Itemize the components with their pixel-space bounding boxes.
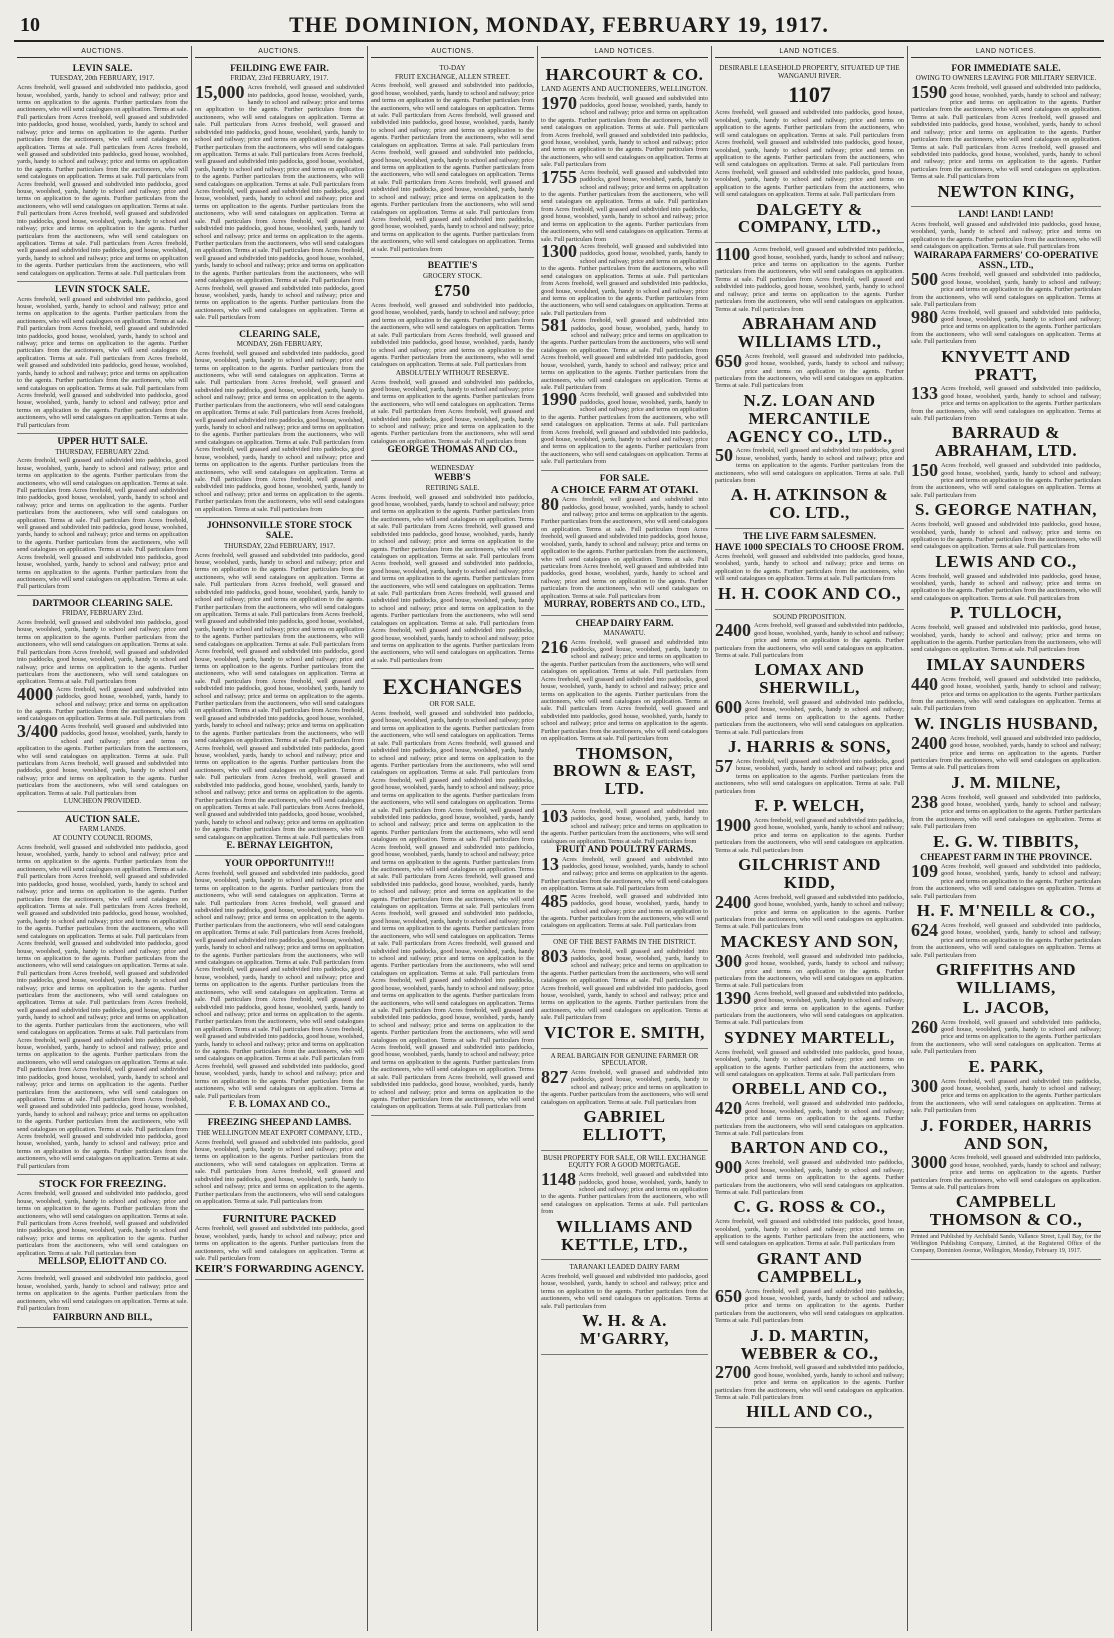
ad-levin-sale: LEVIN SALE. TUESDAY, 20th FEBRUARY, 1917. Acres freehold, well grassed and subdivided into paddocks, good house, woolshed, yards, handy to school and railway; price and terms on application to the agents. Further particulars from the auctioneers, who will send catalogues on application. Terms at sale. Full particulars from Acres freehold, well grassed and subdivided into paddocks, good house, woolshed, yards, handy to school and railway; price and terms on application to the agents. Further particulars from the auctioneers, who will send catalogues on application. Terms at sale. Full particulars from Acres freehold, well grassed and subdivided into paddocks, good house, woolshed, yards, handy to school and railway; price and terms on application to the agents. Further particulars from the auctioneers, who will send catalogues on application. Terms at sale. Full particulars from Acres freehold, well grassed and subdivided into paddocks, good house, woolshed, yards, handy to school and railway; price and terms on application to the agents. Further particulars from the auctioneers, who will send catalogues on application. Terms at sale. Full particulars from Acres freehold, well grassed and subdivided into paddocks, good house, woolshed, yards, handy to school and railway; price and terms on application to the agents. Further particulars from the auctioneers, who will send catalogues on application. Terms at sale. Full particulars from Acres freehold, well grassed and subdivided into paddocks, good house, woolshed, yards, handy to school and railway; price and terms on application to the agents. Further particulars from the auctioneers, who will send catalogues on application. Terms at sale. Full particulars from [17,61,188,282]
column-5 [712,46,908,1631]
ad-wairarapa: LAND! LAND! LAND! Acres freehold, well grassed and subdivided into paddocks, good house, woolshed, yards, handy to school and railway; price and terms on application to the agents. Further particulars from the auctioneers, who will send catalogues on application. Terms at sale. Full particulars from WAIRARAPA FARMERS' CO-OPERATIVE ASSN., LTD., 500 Acres freehold, well grassed and subdivided into paddocks, good house, woolshed, yards, handy to school and railway; price and terms on application to the agents. Further particulars from the auctioneers, who will send catalogues on application. Terms at sale. Full particulars from 980 Acres freehold, well grassed and subdivided into paddocks, good house, woolshed, yards, handy to school and railway; price and terms on application to the agents. Further particulars from the auctioneers, who will send catalogues on application. Terms at sale. Full particulars from KNYVETT AND PRATT, 133 Acres freehold, well grassed and subdivided into paddocks, good house, woolshed, yards, handy to school and railway; price and terms on application to the agents. Further particulars from the auctioneers, who will send catalogues on application. Terms at sale. Full particulars from BARRAUD & ABRAHAM, LTD. 150 Acres freehold, well grassed and subdivided into paddocks, good house, woolshed, yards, handy to school and railway; price and terms on application to the agents. Further particulars from the auctioneers, who will send catalogues on application. Terms at sale. Full particulars from S. GEORGE NATHAN, Acres freehold, well grassed and subdivided into paddocks, good house, woolshed, yards, handy to school and railway; price and terms on application to the agents. Further particulars from the auctioneers, who will send catalogues on application. Terms at sale. Full particulars from LEWIS AND CO., Acres freehold, well grassed and subdivided into paddocks, good house, woolshed, yards, handy to school and railway; price and terms on application to the agents. Further particulars from the auctioneers, who will send catalogues on application. Terms at sale. Full particulars from P. TULLOCH, Acres freehold, well grassed and subdivided into paddocks, good house, woolshed, yards, handy to school and railway; price and terms on application to the agents. Further particulars from the auctioneers, who will send catalogues on application. Terms at sale. Full particulars from IMLAY SAUNDERS 440 Acres freehold, well grassed and subdivided into paddocks, good house, woolshed, yards, handy to school and railway; price and terms on application to the agents. Further particulars from the auctioneers, who will send catalogues on application. Terms at sale. Full particulars from W. INGLIS HUSBAND, 2400 Acres freehold, well grassed and subdivided into paddocks, good house, woolshed, yards, handy to school and railway; price and terms on application to the agents. Further particulars from the auctioneers, who will send catalogues on application. Terms at sale. Full particulars from J. M. MILNE, 238 Acres freehold, well grassed and subdivided into paddocks, good house, woolshed, yards, handy to school and railway; price and terms on application to the agents. Further particulars from the auctioneers, who will send catalogues on application. Terms at sale. Full particulars from E. G. W. TIBBITS, CHEAPEST FARM IN THE PROVINCE. 109 Acres freehold, well grassed and subdivided into paddocks, good house, woolshed, yards, handy to school and railway; price and terms on application to the agents. Further particulars from the auctioneers, who will send catalogues on application. Terms at sale. Full particulars from H. F. M'NEILL & CO., 624 Acres freehold, well grassed and subdivided into paddocks, good house, woolshed, yards, handy to school and railway; price and terms on application to the agents. Further particulars from the auctioneers, who will send catalogues on application. Terms at sale. Full particulars from GRIFFITHS AND WILLIAMS, L. JACOB, 260 Acres freehold, well grassed and subdivided into paddocks, good house, woolshed, yards, handy to school and railway; price and terms on application to the agents. Further particulars from the auctioneers, who will send catalogues on application. Terms at sale. Full particulars from E. PARK, 300 Acres freehold, well grassed and subdivided into paddocks, good house, woolshed, yards, handy to school and railway; price and terms on application to the agents. Further particulars from the auctioneers, who will send catalogues on application. Terms at sale. Full particulars from J. FORDER, HARRIS AND SON, 3000 Acres freehold, well grassed and subdivided into paddocks, good house, woolshed, yards, handy to school and railway; price and terms on application to the agents. Further particulars from the auctioneers, who will send catalogues on application. Terms at sale. Full particulars from CAMPBELL THOMSON & CO., Printed and Published by Archibald Sando, Vallance Street, Lyall Bay, for the Wellington Publishing Company, Limited, at the Registered Office of the Company, Dominion Avenue, Wellington, Monday, February 19, 1917. [911,207,1101,1259]
ad-exchanges: EXCHANGES OR FOR SALE. Acres freehold, well grassed and subdivided into paddocks, good house, woolshed, yards, handy to school and railway; price and terms on application to the agents. Further particulars from the auctioneers, who will send catalogues on application. Terms at sale. Full particulars from Acres freehold, well grassed and subdivided into paddocks, good house, woolshed, yards, handy to school and railway; price and terms on application to the agents. Further particulars from the auctioneers, who will send catalogues on application. Terms at sale. Full particulars from Acres freehold, well grassed and subdivided into paddocks, good house, woolshed, yards, handy to school and railway; price and terms on application to the agents. Further particulars from the auctioneers, who will send catalogues on application. Terms at sale. Full particulars from Acres freehold, well grassed and subdivided into paddocks, good house, woolshed, yards, handy to school and railway; price and terms on application to the agents. Further particulars from the auctioneers, who will send catalogues on application. Terms at sale. Full particulars from Acres freehold, well grassed and subdivided into paddocks, good house, woolshed, yards, handy to school and railway; price and terms on application to the agents. Further particulars from the auctioneers, who will send catalogues on application. Terms at sale. Full particulars from Acres freehold, well grassed and subdivided into paddocks, good house, woolshed, yards, handy to school and railway; price and terms on application to the agents. Further particulars from the auctioneers, who will send catalogues on application. Terms at sale. Full particulars from Acres freehold, well grassed and subdivided into paddocks, good house, woolshed, yards, handy to school and railway; price and terms on application to the agents. Further particulars from the auctioneers, who will send catalogues on application. Terms at sale. Full particulars from Acres freehold, well grassed and subdivided into paddocks, good house, woolshed, yards, handy to school and railway; price and terms on application to the agents. Further particulars from the auctioneers, who will send catalogues on application. Terms at sale. Full particulars from Acres freehold, well grassed and subdivided into paddocks, good house, woolshed, yards, handy to school and railway; price and terms on application to the agents. Further particulars from the auctioneers, who will send catalogues on application. Terms at sale. Full particulars from Acres freehold, well grassed and subdivided into paddocks, good house, woolshed, yards, handy to school and railway; price and terms on application to the agents. Further particulars from the auctioneers, who will send catalogues on application. Terms at sale. Full particulars from Acres freehold, well grassed and subdivided into paddocks, good house, woolshed, yards, handy to school and railway; price and terms on application to the agents. Further particulars from the auctioneers, who will send catalogues on application. Terms at sale. Full particulars from Acres freehold, well grassed and subdivided into paddocks, good house, woolshed, yards, handy to school and railway; price and terms on application to the agents. Further particulars from the auctioneers, who will send catalogues on application. Terms at sale. Full particulars from [371,669,534,1116]
ad-bush-property: BUSH PROPERTY FOR SALE, OR WILL EXCHANGE EQUITY FOR A GOOD MORTGAGE. 1148 Acres freehold, well grassed and subdivided into paddocks, good house, woolshed, yards, handy to school and railway; price and terms on application to the agents. Further particulars from the auctioneers, who will send catalogues on application. Terms at sale. Full particulars from WILLIAMS AND KETTLE, LTD., [541,1151,708,1261]
ad-beatties: BEATTIE'S GROCERY STOCK. £750 Acres freehold, well grassed and subdivided into paddocks, good house, woolshed, yards, handy to school and railway; price and terms on application to the agents. Further particulars from the auctioneers, who will send catalogues on application. Terms at sale. Full particulars from Acres freehold, well grassed and subdivided into paddocks, good house, woolshed, yards, handy to school and railway; price and terms on application to the agents. Further particulars from the auctioneers, who will send catalogues on application. Terms at sale. Full particulars from ABSOLUTELY WITHOUT RESERVE. Acres freehold, well grassed and subdivided into paddocks, good house, woolshed, yards, handy to school and railway; price and terms on application to the agents. Further particulars from the auctioneers, who will send catalogues on application. Terms at sale. Full particulars from Acres freehold, well grassed and subdivided into paddocks, good house, woolshed, yards, handy to school and railway; price and terms on application to the agents. Further particulars from the auctioneers, who will send catalogues on application. Terms at sale. Full particulars from GEORGE THOMAS AND CO., [371,258,534,461]
ad-fruit-exchange: TO-DAY FRUIT EXCHANGE, ALLEN STREET. Acres freehold, well grassed and subdivided into paddocks, good house, woolshed, yards, handy to school and railway; price and terms on application to the agents. Further particulars from the auctioneers, who will send catalogues on application. Terms at sale. Full particulars from Acres freehold, well grassed and subdivided into paddocks, good house, woolshed, yards, handy to school and railway; price and terms on application to the agents. Further particulars from the auctioneers, who will send catalogues on application. Terms at sale. Full particulars from Acres freehold, well grassed and subdivided into paddocks, good house, woolshed, yards, handy to school and railway; price and terms on application to the agents. Further particulars from the auctioneers, who will send catalogues on application. Terms at sale. Full particulars from Acres freehold, well grassed and subdivided into paddocks, good house, woolshed, yards, handy to school and railway; price and terms on application to the agents. Further particulars from the auctioneers, who will send catalogues on application. Terms at sale. Full particulars from Acres freehold, well grassed and subdivided into paddocks, good house, woolshed, yards, handy to school and railway; price and terms on application to the agents. Further particulars from the auctioneers, who will send catalogues on application. Terms at sale. Full particulars from [371,61,534,258]
ad-freezing-sheep: FREEZING SHEEP AND LAMBS. THE WELLINGTON MEAT EXPORT COMPANY, LTD., Acres freehold, well grassed and subdivided into paddocks, good house, woolshed, yards, handy to school and railway; price and terms on application to the agents. Further particulars from the auctioneers, who will send catalogues on application. Terms at sale. Full particulars from Acres freehold, well grassed and subdivided into paddocks, good house, woolshed, yards, handy to school and railway; price and terms on application to the agents. Further particulars from the auctioneers, who will send catalogues on application. Terms at sale. Full particulars from [195,1115,364,1210]
column-heading: AUCTIONS. [371,46,534,58]
columns [14,46,1104,1631]
ad-fruit-poultry: 103 Acres freehold, well grassed and subdivided into paddocks, good house, woolshed, yards, handy to school and railway; price and terms on application to the agents. Further particulars from the auctioneers, who will send catalogues on application. Terms at sale. Full particulars from FRUIT AND POULTRY FARMS. 13 Acres freehold, well grassed and subdivided into paddocks, good house, woolshed, yards, handy to school and railway; price and terms on application to the agents. Further particulars from the auctioneers, who will send catalogues on application. Terms at sale. Full particulars from 485 Acres freehold, well grassed and subdivided into paddocks, good house, woolshed, yards, handy to school and railway; price and terms on application to the agents. Further particulars from the auctioneers, who will send catalogues on application. Terms at sale. Full particulars from [541,805,708,935]
ad-live-farm: THE LIVE FARM SALESMEN. HAVE 1000 SPECIALS TO CHOOSE FROM. Acres freehold, well grassed and subdivided into paddocks, good house, woolshed, yards, handy to school and railway; price and terms on application to the agents. Further particulars from the auctioneers, who will send catalogues on application. Terms at sale. Full particulars from H. H. COOK AND CO., [715,529,904,609]
newspaper-title: THE DOMINION, MONDAY, FEBRUARY 19, 1917. [289,12,829,37]
page-number: 10 [20,14,40,36]
column-heading: LAND NOTICES. [911,46,1101,58]
ad-stock-freezing: STOCK FOR FREEZING. Acres freehold, well grassed and subdivided into paddocks, good house, woolshed, yards, handy to school and railway; price and terms on application to the agents. Further particulars from the auctioneers, who will send catalogues on application. Terms at sale. Full particulars from Acres freehold, well grassed and subdivided into paddocks, good house, woolshed, yards, handy to school and railway; price and terms on application to the agents. Further particulars from the auctioneers, who will send catalogues on application. Terms at sale. Full particulars from MELLSOP, ELIOTT AND CO. [17,1175,188,1272]
ad-harcourt: HARCOURT & CO. LAND AGENTS AND AUCTIONEERS, WELLINGTON. 1970 Acres freehold, well grassed and subdivided into paddocks, good house, woolshed, yards, handy to school and railway; price and terms on application to the agents. Further particulars from the auctioneers, who will send catalogues on application. Terms at sale. Full particulars from Acres freehold, well grassed and subdivided into paddocks, good house, woolshed, yards, handy to school and railway; price and terms on application to the agents. Further particulars from the auctioneers, who will send catalogues on application. Terms at sale. Full particulars from 1755 Acres freehold, well grassed and subdivided into paddocks, good house, woolshed, yards, handy to school and railway; price and terms on application to the agents. Further particulars from the auctioneers, who will send catalogues on application. Terms at sale. Full particulars from Acres freehold, well grassed and subdivided into paddocks, good house, woolshed, yards, handy to school and railway; price and terms on application to the agents. Further particulars from the auctioneers, who will send catalogues on application. Terms at sale. Full particulars from 1300 Acres freehold, well grassed and subdivided into paddocks, good house, woolshed, yards, handy to school and railway; price and terms on application to the agents. Further particulars from the auctioneers, who will send catalogues on application. Terms at sale. Full particulars from Acres freehold, well grassed and subdivided into paddocks, good house, woolshed, yards, handy to school and railway; price and terms on application to the agents. Further particulars from the auctioneers, who will send catalogues on application. Terms at sale. Full particulars from 581 Acres freehold, well grassed and subdivided into paddocks, good house, woolshed, yards, handy to school and railway; price and terms on application to the agents. Further particulars from the auctioneers, who will send catalogues on application. Terms at sale. Full particulars from Acres freehold, well grassed and subdivided into paddocks, good house, woolshed, yards, handy to school and railway; price and terms on application to the agents. Further particulars from the auctioneers, who will send catalogues on application. Terms at sale. Full particulars from 1990 Acres freehold, well grassed and subdivided into paddocks, good house, woolshed, yards, handy to school and railway; price and terms on application to the agents. Further particulars from the auctioneers, who will send catalogues on application. Terms at sale. Full particulars from Acres freehold, well grassed and subdivided into paddocks, good house, woolshed, yards, handy to school and railway; price and terms on application to the agents. Further particulars from the auctioneers, who will send catalogues on application. Terms at sale. Full particulars from [541,61,708,471]
masthead [14,6,1104,42]
ad-genuine: A REAL BARGAIN FOR GENUINE FARMER OR SPECULATOR. 827 Acres freehold, well grassed and subdivided into paddocks, good house, woolshed, yards, handy to school and railway; price and terms on application to the agents. Further particulars from the auctioneers, who will send catalogues on application. Terms at sale. Full particulars from GABRIEL ELLIOTT, [541,1049,708,1151]
column-6 [908,46,1104,1631]
column-4 [538,46,712,1631]
column-heading: AUCTIONS. [195,46,364,58]
ad-body: Acres freehold, well grassed and subdivided into paddocks, good house, woolshed, yards, handy to school and railway; price and terms on application to the agents. Further particulars from the auctioneers, who will send catalogues on application. Terms at sale. Full particulars from Acres freehold, well grassed and subdivided into paddocks, good house, woolshed, yards, handy to school and railway; price and terms on application to the agents. Further particulars from the auctioneers, who will send catalogues on application. Terms at sale. Full particulars from Acres freehold, well grassed and subdivided into paddocks, good house, woolshed, yards, handy to school and railway; price and terms on application to the agents. Further particulars from the auctioneers, who will send catalogues on application. Terms at sale. Full particulars from Acres freehold, well grassed and subdivided into paddocks, good house, woolshed, yards, handy to school and railway; price and terms on application to the agents. Further particulars from the auctioneers, who will send catalogues on application. Terms at sale. Full particulars from Acres freehold, well grassed and subdivided into paddocks, good house, woolshed, yards, handy to school and railway; price and terms on application to the agents. Further particulars from the auctioneers, who will send catalogues on application. Terms at sale. Full particulars from Acres freehold, well grassed and subdivided into paddocks, good house, woolshed, yards, handy to school and railway; price and terms on application to the agents. Further particulars from the auctioneers, who will send catalogues on application. Terms at sale. Full particulars from [17,84,189,277]
ad-feilding-ewe-fair: FEILDING EWE FAIR. FRIDAY, 23rd FEBRUARY, 1917. 15,000 Acres freehold, well grassed and subdivided into paddocks, good house, woolshed, yards, handy to school and railway; price and terms on application to the agents. Further particulars from the auctioneers, who will send catalogues on application. Terms at sale. Full particulars from Acres freehold, well grassed and subdivided into paddocks, good house, woolshed, yards, handy to school and railway; price and terms on application to the agents. Further particulars from the auctioneers, who will send catalogues on application. Terms at sale. Full particulars from Acres freehold, well grassed and subdivided into paddocks, good house, woolshed, yards, handy to school and railway; price and terms on application to the agents. Further particulars from the auctioneers, who will send catalogues on application. Terms at sale. Full particulars from Acres freehold, well grassed and subdivided into paddocks, good house, woolshed, yards, handy to school and railway; price and terms on application to the agents. Further particulars from the auctioneers, who will send catalogues on application. Terms at sale. Full particulars from Acres freehold, well grassed and subdivided into paddocks, good house, woolshed, yards, handy to school and railway; price and terms on application to the agents. Further particulars from the auctioneers, who will send catalogues on application. Terms at sale. Full particulars from Acres freehold, well grassed and subdivided into paddocks, good house, woolshed, yards, handy to school and railway; price and terms on application to the agents. Further particulars from the auctioneers, who will send catalogues on application. Terms at sale. Full particulars from Acres freehold, well grassed and subdivided into paddocks, good house, woolshed, yards, handy to school and railway; price and terms on application to the agents. Further particulars from the auctioneers, who will send catalogues on application. Terms at sale. Full particulars from [195,61,364,327]
ad-cheap-dairy: CHEAP DAIRY FARM. MANAWATU. 216 Acres freehold, well grassed and subdivided into paddocks, good house, woolshed, yards, handy to school and railway; price and terms on application to the agents. Further particulars from the auctioneers, who will send catalogues on application. Terms at sale. Full particulars from Acres freehold, well grassed and subdivided into paddocks, good house, woolshed, yards, handy to school and railway; price and terms on application to the agents. Further particulars from the auctioneers, who will send catalogues on application. Terms at sale. Full particulars from Acres freehold, well grassed and subdivided into paddocks, good house, woolshed, yards, handy to school and railway; price and terms on application to the agents. Further particulars from the auctioneers, who will send catalogues on application. Terms at sale. Full particulars from THOMSON, BROWN & EAST, LTD. [541,616,708,806]
ad-levin-stock: LEVIN STOCK SALE. Acres freehold, well grassed and subdivided into paddocks, good house, woolshed, yards, handy to school and railway; price and terms on application to the agents. Further particulars from the auctioneers, who will send catalogues on application. Terms at sale. Full particulars from Acres freehold, well grassed and subdivided into paddocks, good house, woolshed, yards, handy to school and railway; price and terms on application to the agents. Further particulars from the auctioneers, who will send catalogues on application. Terms at sale. Full particulars from Acres freehold, well grassed and subdivided into paddocks, good house, woolshed, yards, handy to school and railway; price and terms on application to the agents. Further particulars from the auctioneers, who will send catalogues on application. Terms at sale. Full particulars from Acres freehold, well grassed and subdivided into paddocks, good house, woolshed, yards, handy to school and railway; price and terms on application to the agents. Further particulars from the auctioneers, who will send catalogues on application. Terms at sale. Full particulars from [17,282,188,434]
ad-auction-sale: AUCTION SALE. FARM LANDS. AT COUNTY COUNCIL ROOMS, Acres freehold, well grassed and subdivided into paddocks, good house, woolshed, yards, handy to school and railway; price and terms on application to the agents. Further particulars from the auctioneers, who will send catalogues on application. Terms at sale. Full particulars from Acres freehold, well grassed and subdivided into paddocks, good house, woolshed, yards, handy to school and railway; price and terms on application to the agents. Further particulars from the auctioneers, who will send catalogues on application. Terms at sale. Full particulars from Acres freehold, well grassed and subdivided into paddocks, good house, woolshed, yards, handy to school and railway; price and terms on application to the agents. Further particulars from the auctioneers, who will send catalogues on application. Terms at sale. Full particulars from Acres freehold, well grassed and subdivided into paddocks, good house, woolshed, yards, handy to school and railway; price and terms on application to the agents. Further particulars from the auctioneers, who will send catalogues on application. Terms at sale. Full particulars from Acres freehold, well grassed and subdivided into paddocks, good house, woolshed, yards, handy to school and railway; price and terms on application to the agents. Further particulars from the auctioneers, who will send catalogues on application. Terms at sale. Full particulars from Acres freehold, well grassed and subdivided into paddocks, good house, woolshed, yards, handy to school and railway; price and terms on application to the agents. Further particulars from the auctioneers, who will send catalogues on application. Terms at sale. Full particulars from Acres freehold, well grassed and subdivided into paddocks, good house, woolshed, yards, handy to school and railway; price and terms on application to the agents. Further particulars from the auctioneers, who will send catalogues on application. Terms at sale. Full particulars from Acres freehold, well grassed and subdivided into paddocks, good house, woolshed, yards, handy to school and railway; price and terms on application to the agents. Further particulars from the auctioneers, who will send catalogues on application. Terms at sale. Full particulars from Acres freehold, well grassed and subdivided into paddocks, good house, woolshed, yards, handy to school and railway; price and terms on application to the agents. Further particulars from the auctioneers, who will send catalogues on application. Terms at sale. Full particulars from Acres freehold, well grassed and subdivided into paddocks, good house, woolshed, yards, handy to school and railway; price and terms on application to the agents. Further particulars from the auctioneers, who will send catalogues on application. Terms at sale. Full particulars from [17,812,188,1175]
ad-sound-prop: SOUND PROPOSITION. 2400 Acres freehold, well grassed and subdivided into paddocks, good house, woolshed, yards, handy to school and railway; price and terms on application to the agents. Further particulars from the auctioneers, who will send catalogues on application. Terms at sale. Full particulars from LOMAX AND SHERWILL, 600 Acres freehold, well grassed and subdivided into paddocks, good house, woolshed, yards, handy to school and railway; price and terms on application to the agents. Further particulars from the auctioneers, who will send catalogues on application. Terms at sale. Full particulars from J. HARRIS & SONS, 57 Acres freehold, well grassed and subdivided into paddocks, good house, woolshed, yards, handy to school and railway; price and terms on application to the agents. Further particulars from the auctioneers, who will send catalogues on application. Terms at sale. Full particulars from F. P. WELCH, 1900 Acres freehold, well grassed and subdivided into paddocks, good house, woolshed, yards, handy to school and railway; price and terms on application to the agents. Further particulars from the auctioneers, who will send catalogues on application. Terms at sale. Full particulars from GILCHRIST AND KIDD, 2400 Acres freehold, well grassed and subdivided into paddocks, good house, woolshed, yards, handy to school and railway; price and terms on application to the agents. Further particulars from the auctioneers, who will send catalogues on application. Terms at sale. Full particulars from MACKESY AND SON, 300 Acres freehold, well grassed and subdivided into paddocks, good house, woolshed, yards, handy to school and railway; price and terms on application to the agents. Further particulars from the auctioneers, who will send catalogues on application. Terms at sale. Full particulars from 1390 Acres freehold, well grassed and subdivided into paddocks, good house, woolshed, yards, handy to school and railway; price and terms on application to the agents. Further particulars from the auctioneers, who will send catalogues on application. Terms at sale. Full particulars from SYDNEY MARTELL, Acres freehold, well grassed and subdivided into paddocks, good house, woolshed, yards, handy to school and railway; price and terms on application to the agents. Further particulars from the auctioneers, who will send catalogues on application. Terms at sale. Full particulars from ORBELL AND CO., 420 Acres freehold, well grassed and subdivided into paddocks, good house, woolshed, yards, handy to school and railway; price and terms on application to the agents. Further particulars from the auctioneers, who will send catalogues on application. Terms at sale. Full particulars from BARTON AND CO., 900 Acres freehold, well grassed and subdivided into paddocks, good house, woolshed, yards, handy to school and railway; price and terms on application to the agents. Further particulars from the auctioneers, who will send catalogues on application. Terms at sale. Full particulars from C. G. ROSS & CO., Acres freehold, well grassed and subdivided into paddocks, good house, woolshed, yards, handy to school and railway; price and terms on application to the agents. Further particulars from the auctioneers, who will send catalogues on application. Terms at sale. Full particulars from GRANT AND CAMPBELL, 650 Acres freehold, well grassed and subdivided into paddocks, good house, woolshed, yards, handy to school and railway; price and terms on application to the agents. Further particulars from the auctioneers, who will send catalogues on application. Terms at sale. Full particulars from J. D. MARTIN, WEBBER & CO., 2700 Acres freehold, well grassed and subdivided into paddocks, good house, woolshed, yards, handy to school and railway; price and terms on application to the agents. Further particulars from the auctioneers, who will send catalogues on application. Terms at sale. Full particulars from HILL AND CO., [715,610,904,1429]
ad-dartmoor: DARTMOOR CLEARING SALE. FRIDAY, FEBRUARY 23rd. Acres freehold, well grassed and subdivided into paddocks, good house, woolshed, yards, handy to school and railway; price and terms on application to the agents. Further particulars from the auctioneers, who will send catalogues on application. Terms at sale. Full particulars from Acres freehold, well grassed and subdivided into paddocks, good house, woolshed, yards, handy to school and railway; price and terms on application to the agents. Further particulars from the auctioneers, who will send catalogues on application. Terms at sale. Full particulars from 4000 Acres freehold, well grassed and subdivided into paddocks, good house, woolshed, yards, handy to school and railway; price and terms on application to the agents. Further particulars from the auctioneers, who will send catalogues on application. Terms at sale. Full particulars from 3/400 Acres freehold, well grassed and subdivided into paddocks, good house, woolshed, yards, handy to school and railway; price and terms on application to the agents. Further particulars from the auctioneers, who will send catalogues on application. Terms at sale. Full particulars from Acres freehold, well grassed and subdivided into paddocks, good house, woolshed, yards, handy to school and railway; price and terms on application to the agents. Further particulars from the auctioneers, who will send catalogues on application. Terms at sale. Full particulars from LUNCHEON PROVIDED. [17,596,188,812]
column-2 [192,46,368,1631]
ad-abraham: 1100 Acres freehold, well grassed and subdivided into paddocks, good house, woolshed, yards, handy to school and railway; price and terms on application to the agents. Further particulars from the auctioneers, who will send catalogues on application. Terms at sale. Full particulars from Acres freehold, well grassed and subdivided into paddocks, good house, woolshed, yards, handy to school and railway; price and terms on application to the agents. Further particulars from the auctioneers, who will send catalogues on application. Terms at sale. Full particulars from ABRAHAM AND WILLIAMS LTD., 650 Acres freehold, well grassed and subdivided into paddocks, good house, woolshed, yards, handy to school and railway; price and terms on application to the agents. Further particulars from the auctioneers, who will send catalogues on application. Terms at sale. Full particulars from N.Z. LOAN AND MERCANTILE AGENCY CO., LTD., 50 Acres freehold, well grassed and subdivided into paddocks, good house, woolshed, yards, handy to school and railway; price and terms on application to the agents. Further particulars from the auctioneers, who will send catalogues on application. Terms at sale. Full particulars from A. H. ATKINSON & CO. LTD., [715,243,904,529]
ad-otaki-farm: FOR SALE. A CHOICE FARM AT OTAKI. 80 Acres freehold, well grassed and subdivided into paddocks, good house, woolshed, yards, handy to school and railway; price and terms on application to the agents. Further particulars from the auctioneers, who will send catalogues on application. Terms at sale. Full particulars from Acres freehold, well grassed and subdivided into paddocks, good house, woolshed, yards, handy to school and railway; price and terms on application to the agents. Further particulars from the auctioneers, who will send catalogues on application. Terms at sale. Full particulars from Acres freehold, well grassed and subdivided into paddocks, good house, woolshed, yards, handy to school and railway; price and terms on application to the agents. Further particulars from the auctioneers, who will send catalogues on application. Terms at sale. Full particulars from MURRAY, ROBERTS AND CO., LTD., [541,471,708,616]
column-heading: AUCTIONS. [17,46,188,58]
ad-upper-hutt: UPPER HUTT SALE. THURSDAY, FEBRUARY 22nd. Acres freehold, well grassed and subdivided into paddocks, good house, woolshed, yards, handy to school and railway; price and terms on application to the agents. Further particulars from the auctioneers, who will send catalogues on application. Terms at sale. Full particulars from Acres freehold, well grassed and subdivided into paddocks, good house, woolshed, yards, handy to school and railway; price and terms on application to the agents. Further particulars from the auctioneers, who will send catalogues on application. Terms at sale. Full particulars from Acres freehold, well grassed and subdivided into paddocks, good house, woolshed, yards, handy to school and railway; price and terms on application to the agents. Further particulars from the auctioneers, who will send catalogues on application. Terms at sale. Full particulars from Acres freehold, well grassed and subdivided into paddocks, good house, woolshed, yards, handy to school and railway; price and terms on application to the agents. Further particulars from the auctioneers, who will send catalogues on application. Terms at sale. Full particulars from [17,434,188,596]
column-heading: LAND NOTICES. [715,46,904,58]
ad-johnsonville: JOHNSONVILLE STORE STOCK SALE. THURSDAY, 22nd FEBRUARY, 1917. Acres freehold, well grassed and subdivided into paddocks, good house, woolshed, yards, handy to school and railway; price and terms on application to the agents. Further particulars from the auctioneers, who will send catalogues on application. Terms at sale. Full particulars from Acres freehold, well grassed and subdivided into paddocks, good house, woolshed, yards, handy to school and railway; price and terms on application to the agents. Further particulars from the auctioneers, who will send catalogues on application. Terms at sale. Full particulars from Acres freehold, well grassed and subdivided into paddocks, good house, woolshed, yards, handy to school and railway; price and terms on application to the agents. Further particulars from the auctioneers, who will send catalogues on application. Terms at sale. Full particulars from Acres freehold, well grassed and subdivided into paddocks, good house, woolshed, yards, handy to school and railway; price and terms on application to the agents. Further particulars from the auctioneers, who will send catalogues on application. Terms at sale. Full particulars from Acres freehold, well grassed and subdivided into paddocks, good house, woolshed, yards, handy to school and railway; price and terms on application to the agents. Further particulars from the auctioneers, who will send catalogues on application. Terms at sale. Full particulars from Acres freehold, well grassed and subdivided into paddocks, good house, woolshed, yards, handy to school and railway; price and terms on application to the agents. Further particulars from the auctioneers, who will send catalogues on application. Terms at sale. Full particulars from Acres freehold, well grassed and subdivided into paddocks, good house, woolshed, yards, handy to school and railway; price and terms on application to the agents. Further particulars from the auctioneers, who will send catalogues on application. Terms at sale. Full particulars from Acres freehold, well grassed and subdivided into paddocks, good house, woolshed, yards, handy to school and railway; price and terms on application to the agents. Further particulars from the auctioneers, who will send catalogues on application. Terms at sale. Full particulars from Acres freehold, well grassed and subdivided into paddocks, good house, woolshed, yards, handy to school and railway; price and terms on application to the agents. Further particulars from the auctioneers, who will send catalogues on application. Terms at sale. Full particulars from E. BERNAY LEIGHTON, [195,518,364,856]
ad-clearing-sale: CLEARING SALE, MONDAY, 26th FEBRUARY, Acres freehold, well grassed and subdivided into paddocks, good house, woolshed, yards, handy to school and railway; price and terms on application to the agents. Further particulars from the auctioneers, who will send catalogues on application. Terms at sale. Full particulars from Acres freehold, well grassed and subdivided into paddocks, good house, woolshed, yards, handy to school and railway; price and terms on application to the agents. Further particulars from the auctioneers, who will send catalogues on application. Terms at sale. Full particulars from Acres freehold, well grassed and subdivided into paddocks, good house, woolshed, yards, handy to school and railway; price and terms on application to the agents. Further particulars from the auctioneers, who will send catalogues on application. Terms at sale. Full particulars from Acres freehold, well grassed and subdivided into paddocks, good house, woolshed, yards, handy to school and railway; price and terms on application to the agents. Further particulars from the auctioneers, who will send catalogues on application. Terms at sale. Full particulars from Acres freehold, well grassed and subdivided into paddocks, good house, woolshed, yards, handy to school and railway; price and terms on application to the agents. Further particulars from the auctioneers, who will send catalogues on application. Terms at sale. Full particulars from [195,327,364,518]
column-1 [14,46,192,1631]
ad-fairburn: Acres freehold, well grassed and subdivided into paddocks, good house, woolshed, yards, handy to school and railway; price and terms on application to the agents. Further particulars from the auctioneers, who will send catalogues on application. Terms at sale. Full particulars from FAIRBURN AND BILL, [17,1272,188,1328]
ad-immediate-sale: FOR IMMEDIATE SALE. OWING TO OWNERS LEAVING FOR MILITARY SERVICE. 1590 Acres freehold, well grassed and subdivided into paddocks, good house, woolshed, yards, handy to school and railway; price and terms on application to the agents. Further particulars from the auctioneers, who will send catalogues on application. Terms at sale. Full particulars from Acres freehold, well grassed and subdivided into paddocks, good house, woolshed, yards, handy to school and railway; price and terms on application to the agents. Further particulars from the auctioneers, who will send catalogues on application. Terms at sale. Full particulars from Acres freehold, well grassed and subdivided into paddocks, good house, woolshed, yards, handy to school and railway; price and terms on application to the agents. Further particulars from the auctioneers, who will send catalogues on application. Terms at sale. Full particulars from NEWTON KING, [911,61,1101,207]
column-3 [368,46,538,1631]
ad-keirs: FURNITURE PACKED Acres freehold, well grassed and subdivided into paddocks, good house, woolshed, yards, handy to school and railway; price and terms on application to the agents. Further particulars from the auctioneers, who will send catalogues on application. Terms at sale. Full particulars from KEIR'S FORWARDING AGENCY. [195,1210,364,1279]
column-heading: LAND NOTICES. [541,46,708,58]
ad-best-farm: ONE OF THE BEST FARMS IN THE DISTRICT. 803 Acres freehold, well grassed and subdivided into paddocks, good house, woolshed, yards, handy to school and railway; price and terms on application to the agents. Further particulars from the auctioneers, who will send catalogues on application. Terms at sale. Full particulars from Acres freehold, well grassed and subdivided into paddocks, good house, woolshed, yards, handy to school and railway; price and terms on application to the agents. Further particulars from the auctioneers, who will send catalogues on application. Terms at sale. Full particulars from VICTOR E. SMITH, [541,935,708,1049]
ad-opportunity: YOUR OPPORTUNITY!!! Acres freehold, well grassed and subdivided into paddocks, good house, woolshed, yards, handy to school and railway; price and terms on application to the agents. Further particulars from the auctioneers, who will send catalogues on application. Terms at sale. Full particulars from Acres freehold, well grassed and subdivided into paddocks, good house, woolshed, yards, handy to school and railway; price and terms on application to the agents. Further particulars from the auctioneers, who will send catalogues on application. Terms at sale. Full particulars from Acres freehold, well grassed and subdivided into paddocks, good house, woolshed, yards, handy to school and railway; price and terms on application to the agents. Further particulars from the auctioneers, who will send catalogues on application. Terms at sale. Full particulars from Acres freehold, well grassed and subdivided into paddocks, good house, woolshed, yards, handy to school and railway; price and terms on application to the agents. Further particulars from the auctioneers, who will send catalogues on application. Terms at sale. Full particulars from Acres freehold, well grassed and subdivided into paddocks, good house, woolshed, yards, handy to school and railway; price and terms on application to the agents. Further particulars from the auctioneers, who will send catalogues on application. Terms at sale. Full particulars from Acres freehold, well grassed and subdivided into paddocks, good house, woolshed, yards, handy to school and railway; price and terms on application to the agents. Further particulars from the auctioneers, who will send catalogues on application. Terms at sale. Full particulars from Acres freehold, well grassed and subdivided into paddocks, good house, woolshed, yards, handy to school and railway; price and terms on application to the agents. Further particulars from the auctioneers, who will send catalogues on application. Terms at sale. Full particulars from F. B. LOMAX AND CO., [195,856,364,1115]
imprint: Printed and Published by Archibald Sando, Vallance Street, Lyall Bay, for the Wellington Publishing Company, Limited, at the Registered Office of the Company, Dominion Avenue, Wellington, Monday, February 19, 1917. [911,1231,1101,1255]
ad-wanganui-river: DESIRABLE LEASEHOLD PROPERTY, SITUATED UP THE WANGANUI RIVER. 1107 Acres freehold, well grassed and subdivided into paddocks, good house, woolshed, yards, handy to school and railway; price and terms on application to the agents. Further particulars from the auctioneers, who will send catalogues on application. Terms at sale. Full particulars from Acres freehold, well grassed and subdivided into paddocks, good house, woolshed, yards, handy to school and railway; price and terms on application to the agents. Further particulars from the auctioneers, who will send catalogues on application. Terms at sale. Full particulars from Acres freehold, well grassed and subdivided into paddocks, good house, woolshed, yards, handy to school and railway; price and terms on application to the agents. Further particulars from the auctioneers, who will send catalogues on application. Terms at sale. Full particulars from DALGETY & COMPANY, LTD., [715,61,904,243]
ad-webbs: WEDNESDAY WEBB'S RETIRING SALE. Acres freehold, well grassed and subdivided into paddocks, good house, woolshed, yards, handy to school and railway; price and terms on application to the agents. Further particulars from the auctioneers, who will send catalogues on application. Terms at sale. Full particulars from Acres freehold, well grassed and subdivided into paddocks, good house, woolshed, yards, handy to school and railway; price and terms on application to the agents. Further particulars from the auctioneers, who will send catalogues on application. Terms at sale. Full particulars from Acres freehold, well grassed and subdivided into paddocks, good house, woolshed, yards, handy to school and railway; price and terms on application to the agents. Further particulars from the auctioneers, who will send catalogues on application. Terms at sale. Full particulars from Acres freehold, well grassed and subdivided into paddocks, good house, woolshed, yards, handy to school and railway; price and terms on application to the agents. Further particulars from the auctioneers, who will send catalogues on application. Terms at sale. Full particulars from Acres freehold, well grassed and subdivided into paddocks, good house, woolshed, yards, handy to school and railway; price and terms on application to the agents. Further particulars from the auctioneers, who will send catalogues on application. Terms at sale. Full particulars from [371,461,534,670]
ad-taranaki: TARANAKI LEADED DAIRY FARM Acres freehold, well grassed and subdivided into paddocks, good house, woolshed, yards, handy to school and railway; price and terms on application to the agents. Further particulars from the auctioneers, who will send catalogues on application. Terms at sale. Full particulars from W. H. & A. M'GARRY, [541,1260,708,1354]
